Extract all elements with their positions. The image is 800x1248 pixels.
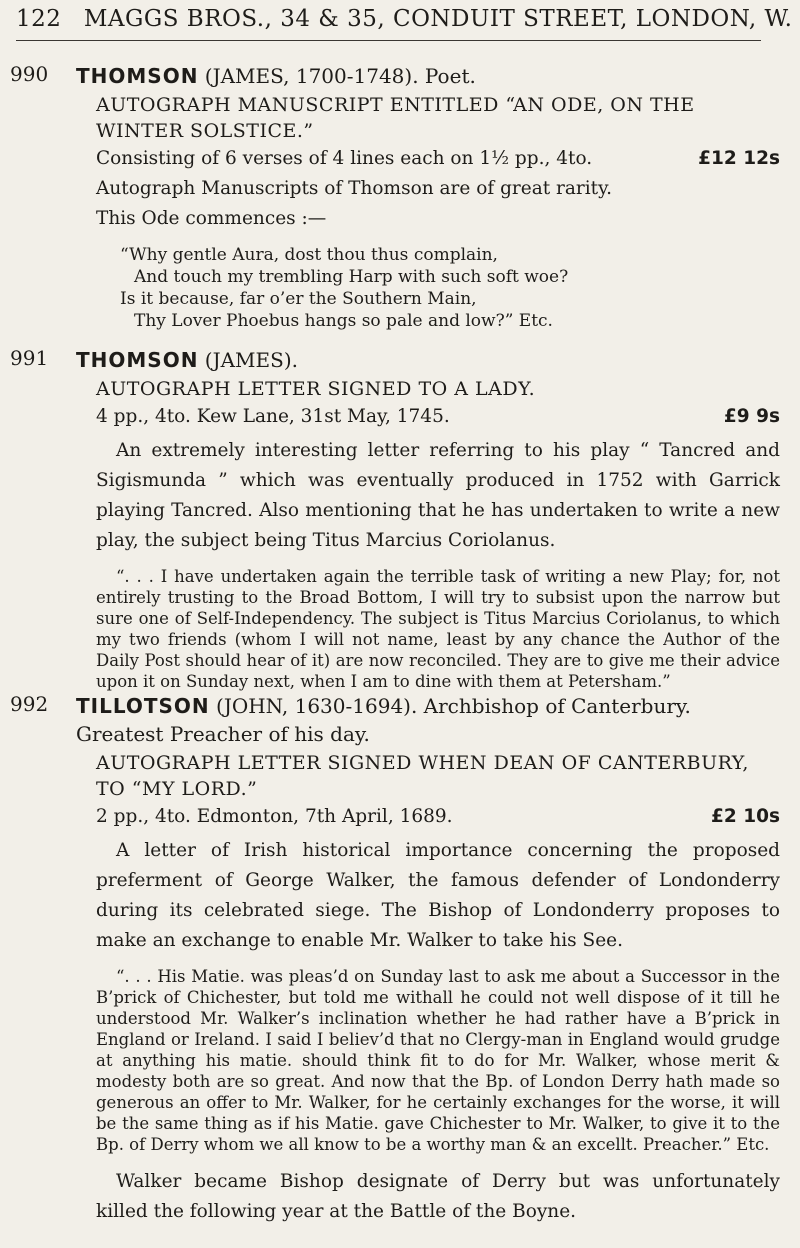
verse-line: Thy Lover Phoebus hangs so pale and low?” Etc.	[134, 311, 553, 331]
item-title: AUTOGRAPH MANUSCRIPT ENTITLED “AN ODE, ON THE WINTER SOLSTICE.”	[96, 94, 695, 142]
verse-line: Is it because, far o’er the Southern Main,	[120, 289, 477, 309]
note-paragraph: Autograph Manuscripts of Thomson are of great rarity.	[96, 178, 612, 199]
page-number: 122	[16, 6, 62, 32]
verse-line: And touch my trembling Harp with such soft woe?	[134, 267, 569, 287]
author-name: THOMSON	[76, 64, 199, 88]
item-title: AUTOGRAPH LETTER SIGNED WHEN DEAN OF CANTERBURY, TO “MY LORD.”	[96, 752, 749, 800]
item-price: £2 10s	[711, 806, 780, 827]
item-price: £9 9s	[723, 406, 780, 427]
author-details: (JAMES).	[204, 348, 298, 372]
note-paragraph: A letter of Irish historical importance concerning the proposed preferment of George Walker, the famous defender of Londonderry during its celebrated siege. The Bishop of Londonderry proposes to make an exchange to enable Mr. Walker to take his See.	[96, 840, 780, 951]
item-description: 4 pp., 4to. Kew Lane, 31st May, 1745.	[96, 406, 450, 427]
verse-line: “Why gentle Aura, dost thou thus complain,	[120, 245, 498, 265]
catalogue-entry	[10, 692, 780, 1227]
description-line	[96, 402, 780, 432]
author-name: TILLOTSON	[76, 694, 210, 718]
description-line	[96, 802, 780, 832]
entry-heading	[76, 692, 780, 748]
item-description: Consisting of 6 verses of 4 lines each on 1½ pp., 4to.	[96, 148, 593, 169]
author-name: THOMSON	[76, 348, 199, 372]
author-details: (JOHN, 1630-1694). Archbishop of Canterbury. Greatest Preacher of his day.	[76, 694, 691, 746]
running-title: MAGGS BROS., 34 & 35, CONDUIT STREET, LONDON, W.	[83, 6, 793, 32]
item-title: AUTOGRAPH LETTER SIGNED TO A LADY.	[96, 378, 536, 400]
note-paragraph: This Ode commences :—	[96, 208, 327, 229]
item-price: £12 12s	[698, 148, 780, 169]
catalogue-entry	[10, 346, 780, 692]
lot-number: 992	[10, 692, 49, 716]
letter-quotation: “. . . I have undertaken again the terrible task of writing a new Play; for, not entirely trusting to the Broad Bottom, I will try to subsist upon the narrow but sure one of Self-Independency. The subject is Titus Marcius Coriolanus, to which my two friends (whom I will not name, least by any chance the Author of the Daily Post should hear of it) are now reconciled. They are to give me their advice upon it on Sunday next, when I am to dine with them at Petersham.”	[96, 567, 780, 691]
catalogue-entry	[10, 62, 780, 332]
verse-quotation	[120, 244, 780, 332]
note-paragraph: An extremely interesting letter referring to his play “ Tancred and Sigismunda ” which was eventually produced in 1752 with Garrick playing Tancred. Also mentioning that he has undertaken to write a new play, the subject being Titus Marcius Coriolanus.	[96, 440, 780, 551]
note-paragraph: Walker became Bishop designate of Derry but was unfortunately killed the following year at the Battle of the Boyne.	[96, 1171, 780, 1222]
description-line	[96, 144, 780, 174]
entry-heading	[76, 346, 780, 374]
letter-quotation: “. . . His Matie. was pleas’d on Sunday last to ask me about a Successor in the B’prick of Chichester, but told me withall he could not well dispose of it till he understood Mr. Walker’s inclination whether he had rather have a B’prick in England or Ireland. I said I believ’d that no Clergy-man in England would grudge at anything his matie. should think fit to do for Mr. Walker, whose merit & modesty both are so great. And now that the Bp. of London Derry hath made so generous an offer to Mr. Walker, for he certainly exchanges for the worse, it will be the same thing as if his Matie. gave Chichester to Mr. Walker, to give it to the Bp. of Derry whom we all know to be a worthy man & an excellt. Preacher.” Etc.	[96, 967, 780, 1154]
item-description: 2 pp., 4to. Edmonton, 7th April, 1689.	[96, 806, 453, 827]
author-details: (JAMES, 1700-1748). Poet.	[204, 64, 476, 88]
page-header	[16, 6, 793, 32]
header-rule	[16, 40, 761, 41]
lot-number: 991	[10, 346, 49, 370]
lot-number: 990	[10, 62, 49, 86]
entry-heading	[76, 62, 780, 90]
